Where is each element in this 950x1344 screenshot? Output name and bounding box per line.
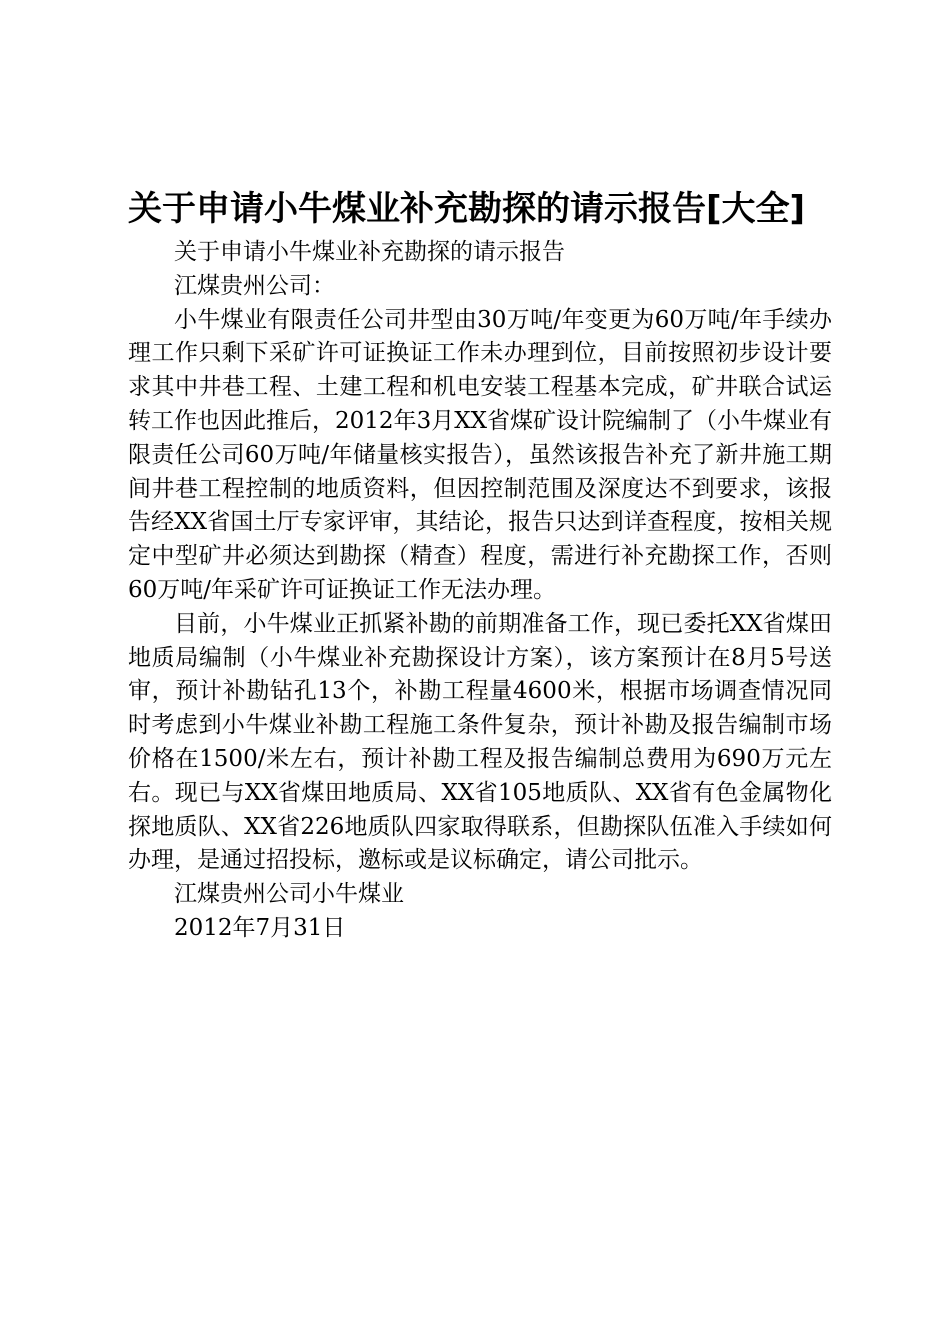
body-paragraph-2: 目前，小牛煤业正抓紧补勘的前期准备工作，现已委托XX省煤田地质局编制（小牛煤业补充勘探设计方案），该方案预计在8月5号送审，预计补勘钻孔13个，补勘工程量4600米，根据市场调查情况同时考虑到小牛煤业补勘工程施工条件复杂，预计补勘及报告编制市场价格在1500/米左右，预计补勘工程及报告编制总费用为690万元左右。现已与XX省煤田地质局、XX省105地质队、XX省有色金属物化探地质队、XX省226地质队四家取得联系，但勘探队伍准入手续如何办理，是通过招投标，邀标或是议标确定，请公司批示。 — [128, 610, 832, 874]
document-date: 2012年7月31日 — [174, 914, 346, 941]
document-body — [128, 236, 832, 946]
addressee: 江煤贵州公司： — [174, 272, 335, 299]
document-subtitle: 关于申请小牛煤业补充勘探的请示报告 — [174, 239, 565, 265]
document-title: 关于申请小牛煤业补充勘探的请示报告[大全] — [128, 189, 806, 229]
signature: 江煤贵州公司小牛煤业 — [174, 881, 404, 908]
body-paragraph-1: 小牛煤业有限责任公司井型由30万吨/年变更为60万吨/年手续办理工作只剩下采矿许可证换证工作未办理到位，目前按照初步设计要求其中井巷工程、土建工程和机电安装工程基本完成，矿井联合试运转工作也因此推后，2012年3月XX省煤矿设计院编制了（小牛煤业有限责任公司60万吨/年储量核实报告），虽然该报告补充了新井施工期间井巷工程控制的地质资料，但因控制范围及深度达不到要求，该报告经XX省国土厅专家评审，其结论，报告只达到详查程度，按相关规定中型矿井必须达到勘探（精查）程度，需进行补充勘探工作，否则60万吨/年采矿许可证换证工作无法办理。 — [128, 306, 832, 603]
